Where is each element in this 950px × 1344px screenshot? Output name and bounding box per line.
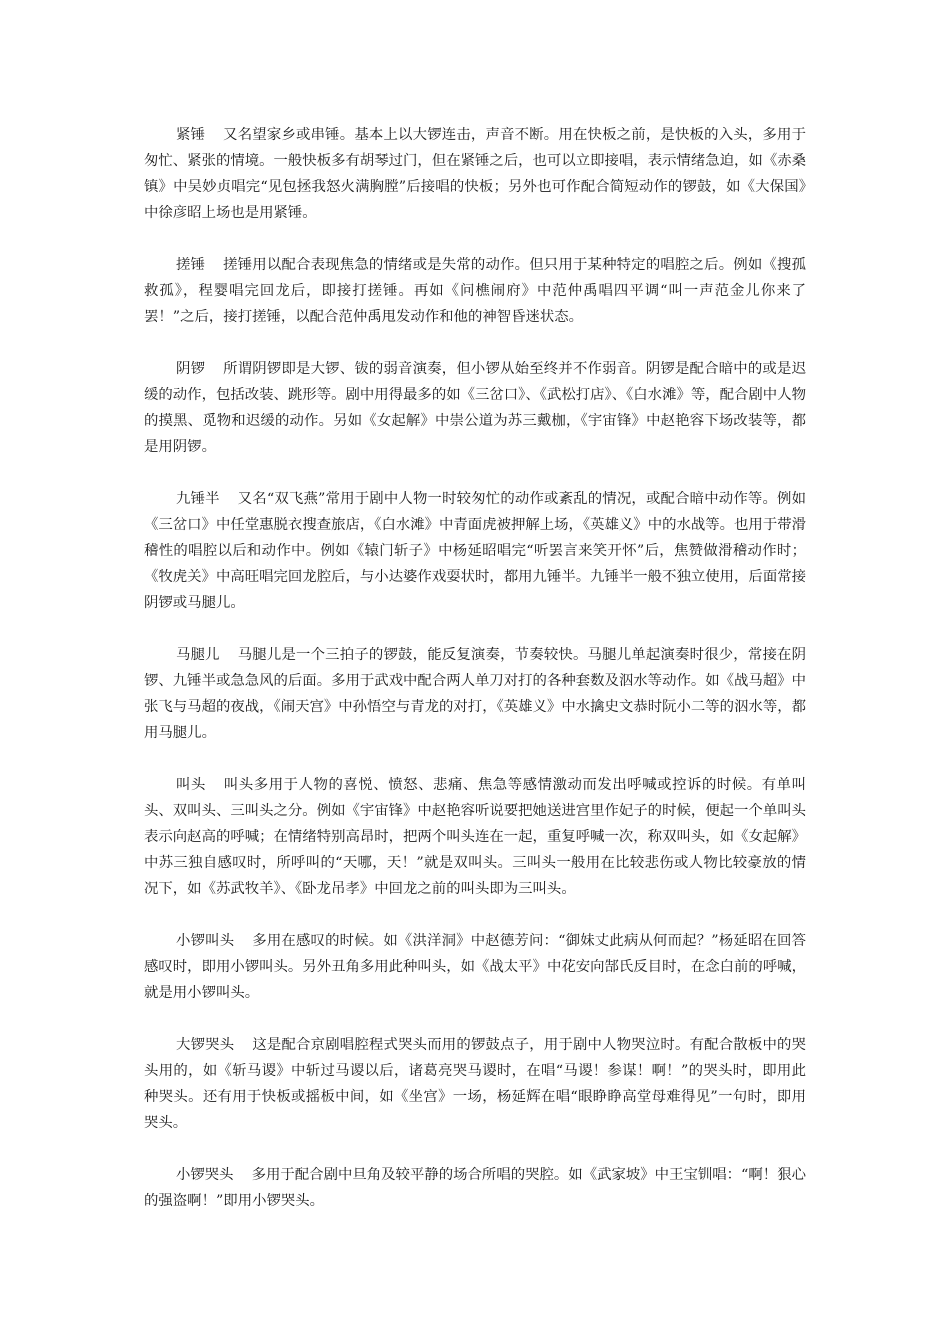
- entry-text: 马腿儿是一个三拍子的锣鼓，能反复演奏，节奏较快。马腿儿单起演奏时很少，常接在阴锣、九锤半或急急风的后面。多用于武戏中配合两人单刀对打的各种套数及泅水等动作。如《战马超》中张飞与马超的夜战，《闹天宫》中孙悟空与青龙的对打，《英雄义》中水擒史文恭时阮小二等的泅水等，都用马腿儿。: [144, 647, 806, 741]
- entry-term: 大锣哭头: [176, 1037, 235, 1053]
- entry-jinchui: [144, 122, 806, 226]
- entry-text: 又名“双飞燕”常用于剧中人物一时较匆忙的动作或紊乱的情况，或配合暗中动作等。例如《三岔口》中任堂惠脱衣搜查旅店，《白水滩》中青面虎被押解上场，《英雄义》中的水战等。也用于带滑稽性的唱腔以后和动作中。例如《辕门斩子》中杨延昭唱完“听罢言来笑开怀”后，焦赞做滑稽动作时；《牧虎关》中高旺唱完回龙腔后，与小达婆作戏耍状时，都用九锤半。九锤半一般不独立使用，后面常接阴锣或马腿儿。: [144, 491, 806, 611]
- entry-text: 多用于配合剧中旦角及较平静的场合所唱的哭腔。如《武家坡》中王宝钏唱：“啊！狠心的强盗啊！”即用小锣哭头。: [144, 1167, 806, 1209]
- entry-text: 多用在感叹的时候。如《洪洋洞》中赵德芳问：“御妹丈此病从何而起？”杨延昭在回答感叹时，即用小锣叫头。另外丑角多用此种叫头，如《战太平》中花安向郜氏反目时，在念白前的呼喊，就是用小锣叫头。: [144, 933, 806, 1001]
- entry-text: 搓锤用以配合表现焦急的情绪或是失常的动作。但只用于某种特定的唱腔之后。例如《搜孤救孤》，程婴唱完回龙后，即接打搓锤。再如《问樵闹府》中范仲禹唱四平调“叫一声范金儿你来了罢！”之后，接打搓锤，以配合范仲禹甩发动作和他的神智昏迷状态。: [144, 257, 806, 325]
- entry-term: 小锣哭头: [176, 1167, 234, 1183]
- entry-term: 紧锤: [176, 127, 206, 143]
- entry-daluo-kutou: [144, 1032, 806, 1136]
- entry-text: 这是配合京剧唱腔程式哭头而用的锣鼓点子，用于剧中人物哭泣时。有配合散板中的哭头用的，如《斩马谡》中斩过马谡以后，诸葛亮哭马谡时，在唱“马谡！参谋！啊！”的哭头时，即用此种哭头。还有用于快板或摇板中间，如《坐宫》一场，杨延辉在唱“眼睁睁高堂母难得见”一句时，即用哭头。: [144, 1037, 806, 1131]
- entry-term: 搓锤: [176, 257, 206, 273]
- entry-xiaoluo-jiaotou: [144, 928, 806, 1006]
- entry-text: 叫头多用于人物的喜悦、愤怒、悲痛、焦急等感情激动而发出呼喊或控诉的时候。有单叫头、双叫头、三叫头之分。例如《宇宙锋》中赵艳容听说要把她送进宫里作妃子的时候，便起一个单叫头表示向赵高的呼喊；在情绪特别高昂时，把两个叫头连在一起，重复呼喊一次，称双叫头，如《女起解》中苏三独自感叹时，所呼叫的“天哪，天！”就是双叫头。三叫头一般用在比较悲伤或人物比较豪放的情况下，如《苏武牧羊》、《卧龙吊孝》中回龙之前的叫头即为三叫头。: [144, 777, 806, 897]
- entry-text: 所谓阴锣即是大锣、钹的弱音演奏，但小锣从始至终并不作弱音。阴锣是配合暗中的或是迟缓的动作，包括改装、跳形等。剧中用得最多的如《三岔口》、《武松打店》、《白水滩》等，配合剧中人物的摸黑、觅物和迟缓的动作。另如《女起解》中崇公道为苏三戴枷，《宇宙锋》中赵艳容下场改装等，都是用阴锣。: [144, 361, 806, 455]
- entry-xiaoluo-kutou: [144, 1162, 806, 1214]
- entry-jiaotou: [144, 772, 806, 902]
- entry-term: 九锤半: [176, 491, 220, 507]
- entry-cuochui: [144, 252, 806, 330]
- entry-term: 叫头: [176, 777, 206, 793]
- entry-term: 马腿儿: [176, 647, 220, 663]
- document-page: [144, 122, 806, 1240]
- entry-term: 小锣叫头: [176, 933, 235, 949]
- entry-term: 阴锣: [176, 361, 206, 377]
- entry-jiuchuiban: [144, 486, 806, 616]
- entry-text: 又名望家乡或串锤。基本上以大锣连击，声音不断。用在快板之前，是快板的入头，多用于匆忙、紧张的情境。一般快板多有胡琴过门，但在紧锤之后，也可以立即接唱，表示情绪急迫，如《赤桑镇》中吴妙贞唱完“见包拯我怒火满胸膛”后接唱的快板；另外也可作配合简短动作的锣鼓，如《大保国》中徐彦昭上场也是用紧锤。: [144, 127, 806, 221]
- entry-matuier: [144, 642, 806, 746]
- entry-yinluo: [144, 356, 806, 460]
